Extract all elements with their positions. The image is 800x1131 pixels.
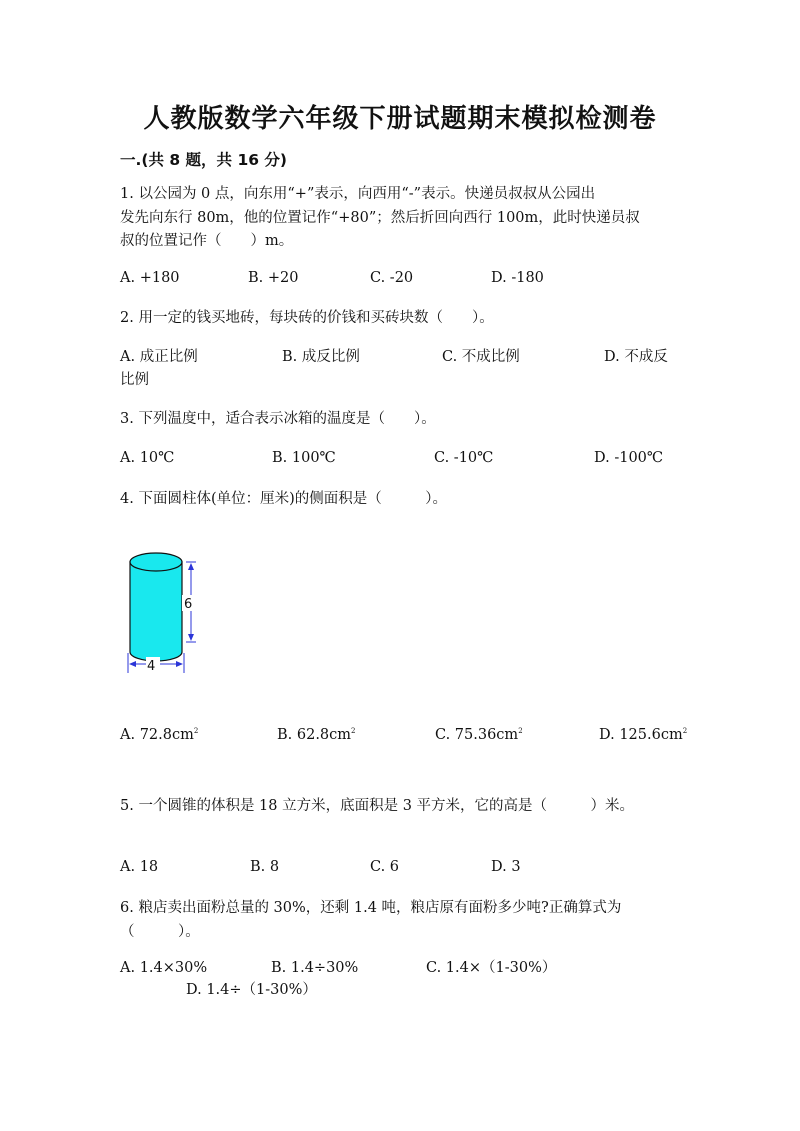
question-text-line: 1. 以公园为 0 点，向东用“+”表示，向西用“-”表示。快递员叔叔从公园出 xyxy=(120,186,596,202)
unit-superscript: 2 xyxy=(518,727,523,735)
height-arrow-top xyxy=(188,563,194,570)
option-b xyxy=(277,720,356,747)
option-a: A. 18 xyxy=(120,859,159,875)
option-text: B. 62.8cm xyxy=(277,726,352,743)
cylinder-top xyxy=(130,553,182,571)
option-text: A. 72.8cm xyxy=(120,726,194,743)
unit-superscript: 2 xyxy=(351,727,356,735)
option-b: B. 成反比例 xyxy=(282,349,360,365)
option-d xyxy=(599,720,687,747)
option-text: C. 75.36cm xyxy=(435,726,519,743)
question-5 xyxy=(120,795,720,819)
option-d: D. -180 xyxy=(491,270,544,286)
cylinder-body xyxy=(130,562,182,661)
unit-superscript: 2 xyxy=(193,727,199,735)
option-c: C. 不成比例 xyxy=(442,349,520,365)
diameter-arrow-left xyxy=(129,661,136,667)
page-title: 人教版数学六年级下册试题期末模拟检测卷 xyxy=(143,104,657,134)
option-b: B. +20 xyxy=(248,270,299,286)
cylinder-figure xyxy=(118,540,228,680)
option-a: A. 10℃ xyxy=(120,450,175,466)
option-d: D. 不成反 xyxy=(604,349,668,365)
height-arrow-bottom xyxy=(188,634,194,641)
option-a: A. 1.4×30% xyxy=(120,960,208,976)
option-b: B. 1.4÷30% xyxy=(271,960,359,976)
question-1 xyxy=(120,183,690,254)
option-c: C. 1.4×（1-30%） xyxy=(426,960,557,976)
diameter-arrow-right xyxy=(176,661,183,667)
option-a: A. +180 xyxy=(120,270,180,286)
option-c: C. -20 xyxy=(370,270,414,286)
section-heading: 一.(共 8 题，共 16 分) xyxy=(120,151,287,169)
option-b: B. 8 xyxy=(250,859,280,875)
option-d-continued: 比例 xyxy=(120,372,149,388)
question-4 xyxy=(120,488,690,512)
unit-superscript: 2 xyxy=(682,727,688,735)
question-3 xyxy=(120,408,690,432)
height-label: 6 xyxy=(184,597,193,612)
option-d: D. -100℃ xyxy=(594,450,664,466)
option-c xyxy=(435,720,523,747)
option-a: A. 成正比例 xyxy=(120,349,198,365)
option-b: B. 100℃ xyxy=(272,450,336,466)
question-text-line: 3. 下列温度中，适合表示冰箱的温度是（ ）。 xyxy=(120,411,436,427)
option-text: D. 125.6cm xyxy=(599,726,683,743)
question-text-line: （ ）。 xyxy=(120,923,200,940)
question-text-line: 4. 下面圆柱体(单位：厘米)的侧面积是（ ）。 xyxy=(120,491,448,507)
question-text-line: 叔的位置记作（ ）m。 xyxy=(120,233,294,249)
question-2 xyxy=(120,307,690,331)
question-text-line: 5. 一个圆锥的体积是 18 立方米，底面积是 3 平方米，它的高是（ ）米。 xyxy=(120,798,635,814)
option-d: D. 1.4÷（1-30%） xyxy=(186,982,317,998)
option-a xyxy=(120,720,198,747)
question-text-line: 发先向东行 80m，他的位置记作“+80”；然后折回向西行 100m，此时快递员叔 xyxy=(120,209,640,226)
diameter-label: 4 xyxy=(147,659,156,674)
option-c: C. 6 xyxy=(370,859,400,875)
question-text-line: 2. 用一定的钱买地砖，每块砖的价钱和买砖块数（ ）。 xyxy=(120,310,494,326)
question-6 xyxy=(120,897,700,944)
option-d: D. 3 xyxy=(491,859,521,875)
question-text-line: 6. 粮店卖出面粉总量的 30%，还剩 1.4 吨，粮店原有面粉多少吨?正确算式为 xyxy=(120,900,622,916)
option-c: C. -10℃ xyxy=(434,450,494,466)
